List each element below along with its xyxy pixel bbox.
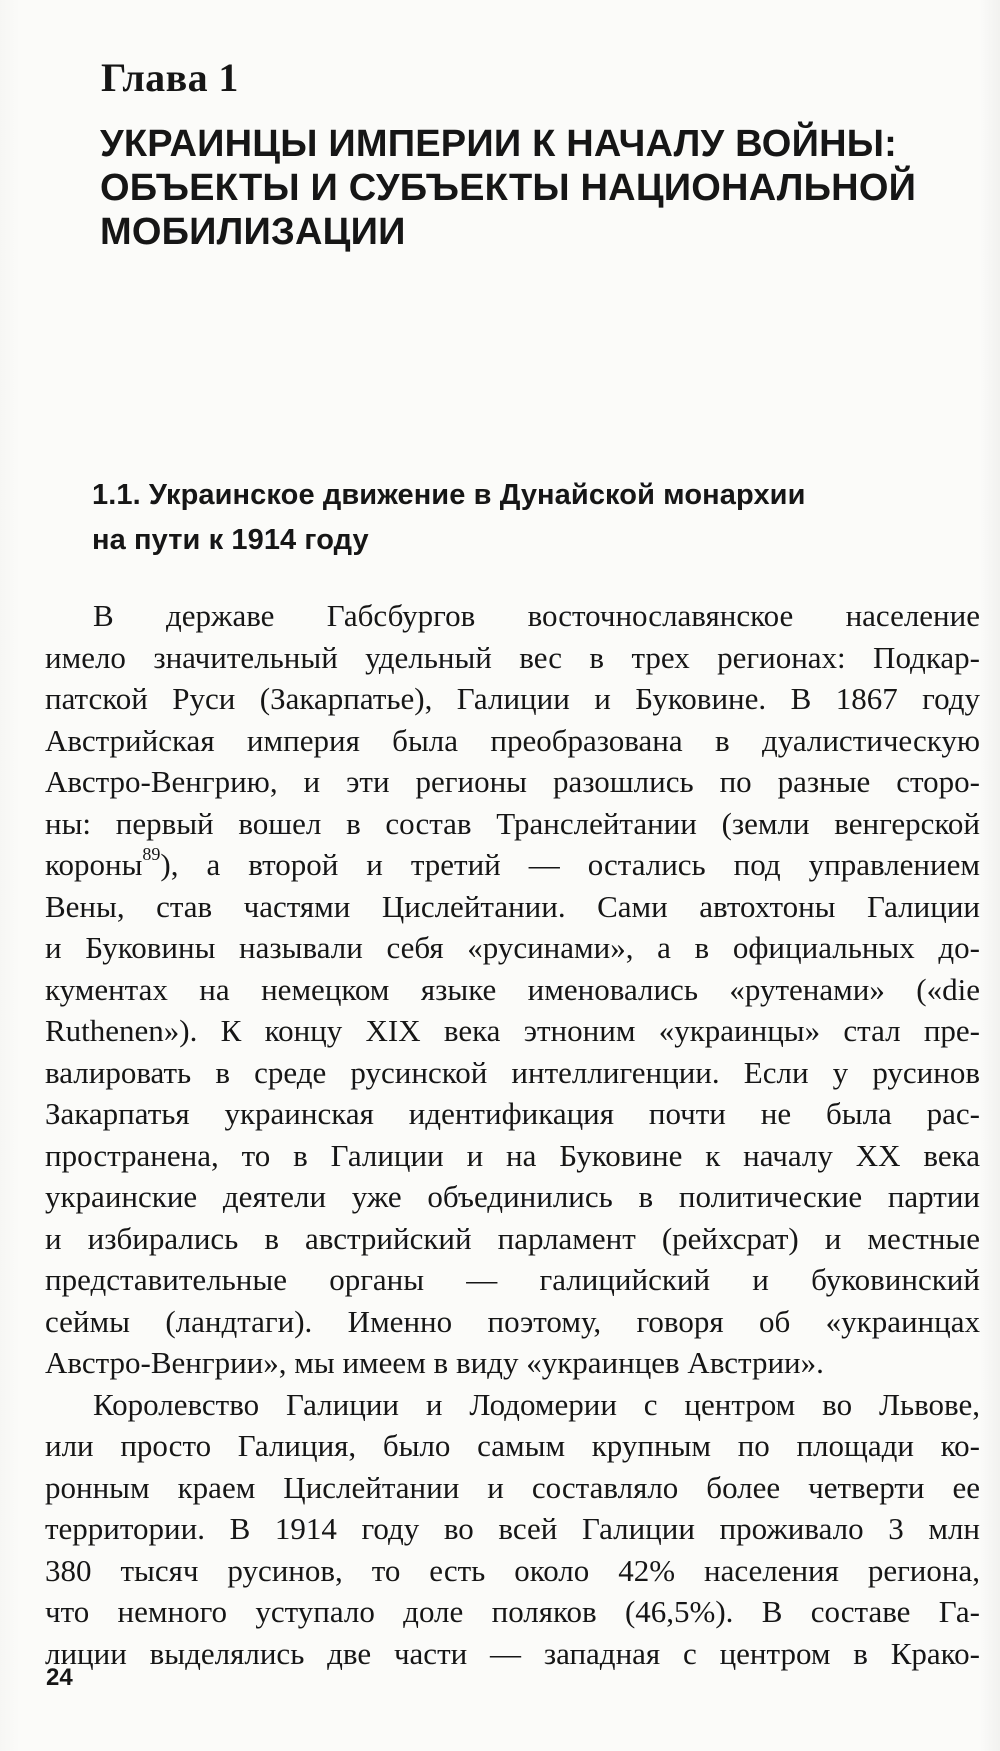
text-line: украинские деятели уже объединились в политические партии bbox=[45, 1179, 980, 1214]
chapter-title-line: УКРАИНЦЫ ИМПЕРИИ К НАЧАЛУ ВОЙНЫ: bbox=[100, 123, 897, 165]
text-line: 380 тысяч русинов, то есть около 42% населения региона, bbox=[45, 1552, 980, 1588]
text-line: ронным краем Цислейтании и составляло более четверти ее bbox=[45, 1469, 980, 1505]
text-line: и Буковины называли себя «русинами», а в официальных до- bbox=[45, 930, 980, 965]
text-line: пространена, то в Галиции и на Буковине к началу XX века bbox=[45, 1137, 980, 1173]
text-line: Королевство Галиции и Лодомерии с центром во Львове, bbox=[93, 1386, 980, 1422]
text-line: кументах на немецком языке именовались «рутенами» («die bbox=[45, 971, 980, 1007]
text-line: и избирались в австрийский парламент (рейхсрат) и местные bbox=[45, 1220, 980, 1256]
text-fragment: короны bbox=[45, 847, 143, 882]
chapter-title bbox=[100, 122, 920, 254]
text-line: сеймы (ландтаги). Именно поэтому, говоря об «украинцах bbox=[45, 1303, 980, 1339]
text-line: или просто Галиция, было самым крупным по площади ко- bbox=[45, 1428, 980, 1463]
paragraph-1 bbox=[45, 595, 980, 1384]
chapter-title-line: МОБИЛИЗАЦИИ bbox=[100, 211, 406, 253]
text-line: территории. В 1914 году во всей Галиции проживало 3 млн bbox=[45, 1511, 980, 1546]
text-line: что немного уступало доле поляков (46,5%). В составе Га- bbox=[45, 1594, 980, 1629]
text-line-with-footnote bbox=[45, 844, 980, 886]
text-line: Австро-Венгрии», мы имеем в виду «украинцев Австрии». bbox=[45, 1345, 824, 1380]
text-line: валировать в среде русинской интеллигенции. Если у русинов bbox=[45, 1054, 980, 1090]
text-line: Вены, став частями Цислейтании. Сами автохтоны Галиции bbox=[45, 888, 980, 924]
section-title-line: на пути к 1914 году bbox=[92, 524, 369, 556]
page-number: 24 bbox=[46, 1664, 73, 1691]
text-line: Закарпатья украинская идентификация почти не была рас- bbox=[45, 1096, 980, 1131]
text-line: лиции выделялись две части — западная с центром в Крако- bbox=[45, 1635, 980, 1671]
chapter-label: Глава 1 bbox=[101, 55, 239, 100]
section-title bbox=[92, 473, 912, 563]
body-text bbox=[45, 595, 980, 1674]
text-line: Австро-Венгрию, и эти регионы разошлись по разные сторо- bbox=[45, 764, 980, 799]
footnote-reference: 89 bbox=[142, 843, 161, 864]
chapter-title-line: ОБЪЕКТЫ И СУБЪЕКТЫ НАЦИОНАЛЬНОЙ bbox=[100, 167, 917, 209]
text-line: имело значительный удельный вес в трех регионах: Подкар- bbox=[45, 639, 980, 675]
paragraph-2 bbox=[45, 1384, 980, 1675]
text-line: представительные органы — галицийский и буковинский bbox=[45, 1262, 980, 1297]
text-line: ны: первый вошел в состав Транслейтании (земли венгерской bbox=[45, 805, 980, 841]
text-line: патской Руси (Закарпатье), Галиции и Буковине. В 1867 году bbox=[45, 681, 980, 716]
section-title-line: 1.1. Украинское движение в Дунайской монархии bbox=[92, 479, 806, 511]
text-line: Австрийская империя была преобразована в дуалистическую bbox=[45, 722, 980, 758]
text-fragment: ), а второй и третий — остались под управлением bbox=[160, 847, 980, 882]
text-line: Ruthenen»). К концу XIX века этноним «украинцы» стал пре- bbox=[45, 1013, 980, 1048]
text-line: В державе Габсбургов восточнославянское население bbox=[93, 598, 980, 633]
